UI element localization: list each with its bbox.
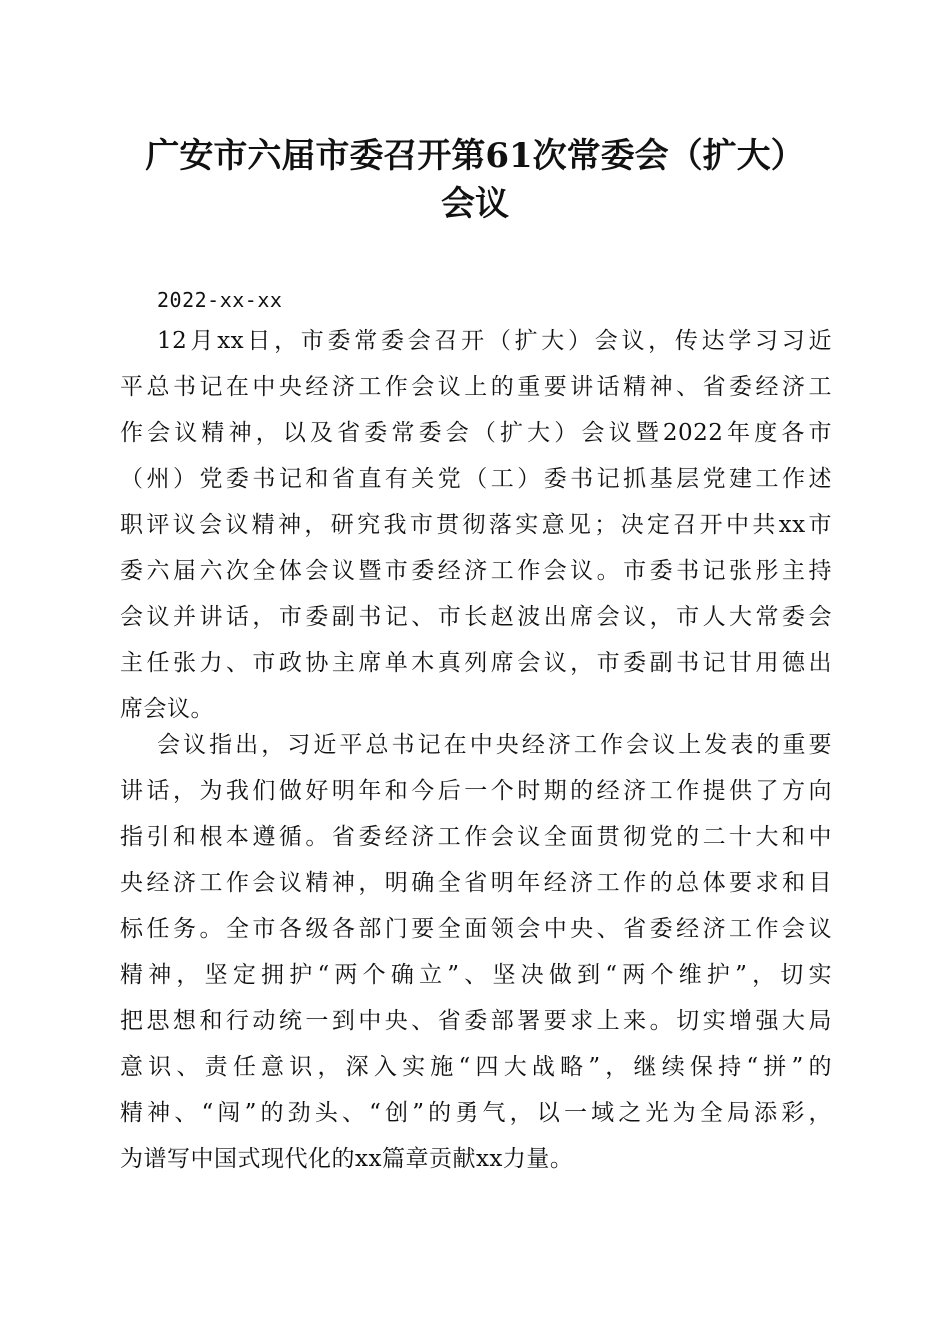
paragraph-2: [120, 722, 832, 1182]
paragraph-line: 央经济工作会议精神，明确全省明年经济工作的总体要求和目: [120, 870, 832, 896]
paragraph-line: 委六届六次全体会议暨市委经济工作会议。市委书记张彤主持: [120, 558, 832, 584]
paragraph-line: （州）党委书记和省直有关党（工）委书记抓基层党建工作述: [120, 466, 832, 492]
paragraph-line: 意识、责任意识，深入实施“四大战略”，继续保持“拼”的: [120, 1054, 832, 1080]
paragraph-line: 把思想和行动统一到中央、省委部署要求上来。切实增强大局: [120, 1008, 832, 1034]
document-title: [100, 132, 850, 228]
paragraph-line: 精神，坚定拥护“两个确立”、坚决做到“两个维护”，切实: [120, 962, 832, 988]
paragraph-line: 12月xx日，市委常委会召开（扩大）会议，传达学习习近: [157, 328, 832, 354]
paragraph-1: [120, 318, 832, 732]
paragraph-line: 作会议精神，以及省委常委会（扩大）会议暨2022年度各市: [120, 420, 832, 446]
paragraph-line: 为谱写中国式现代化的xx篇章贡献xx力量。: [120, 1146, 574, 1172]
paragraph-line: 主任张力、市政协主席单木真列席会议，市委副书记甘用德出: [120, 650, 832, 676]
paragraph-line: 席会议。: [120, 696, 214, 722]
paragraph-line: 会议并讲话，市委副书记、市长赵波出席会议，市人大常委会: [120, 604, 832, 630]
title-line-1: 广安市六届市委召开第61次常委会（扩大）: [145, 136, 805, 176]
paragraph-line: 会议指出，习近平总书记在中央经济工作会议上发表的重要: [157, 732, 832, 758]
title-line-2: 会议: [441, 184, 509, 224]
paragraph-line: 平总书记在中央经济工作会议上的重要讲话精神、省委经济工: [120, 374, 832, 400]
paragraph-line: 讲话，为我们做好明年和今后一个时期的经济工作提供了方向: [120, 778, 832, 804]
paragraph-line: 标任务。全市各级各部门要全面领会中央、省委经济工作会议: [120, 916, 832, 942]
paragraph-line: 指引和根本遵循。省委经济工作会议全面贯彻党的二十大和中: [120, 824, 832, 850]
paragraph-line: 职评议会议精神，研究我市贯彻落实意见；决定召开中共xx市: [120, 512, 832, 538]
paragraph-line: 精神、“闯”的劲头、“创”的勇气，以一域之光为全局添彩，: [120, 1100, 832, 1126]
document-date: 2022-xx-xx: [157, 288, 283, 312]
